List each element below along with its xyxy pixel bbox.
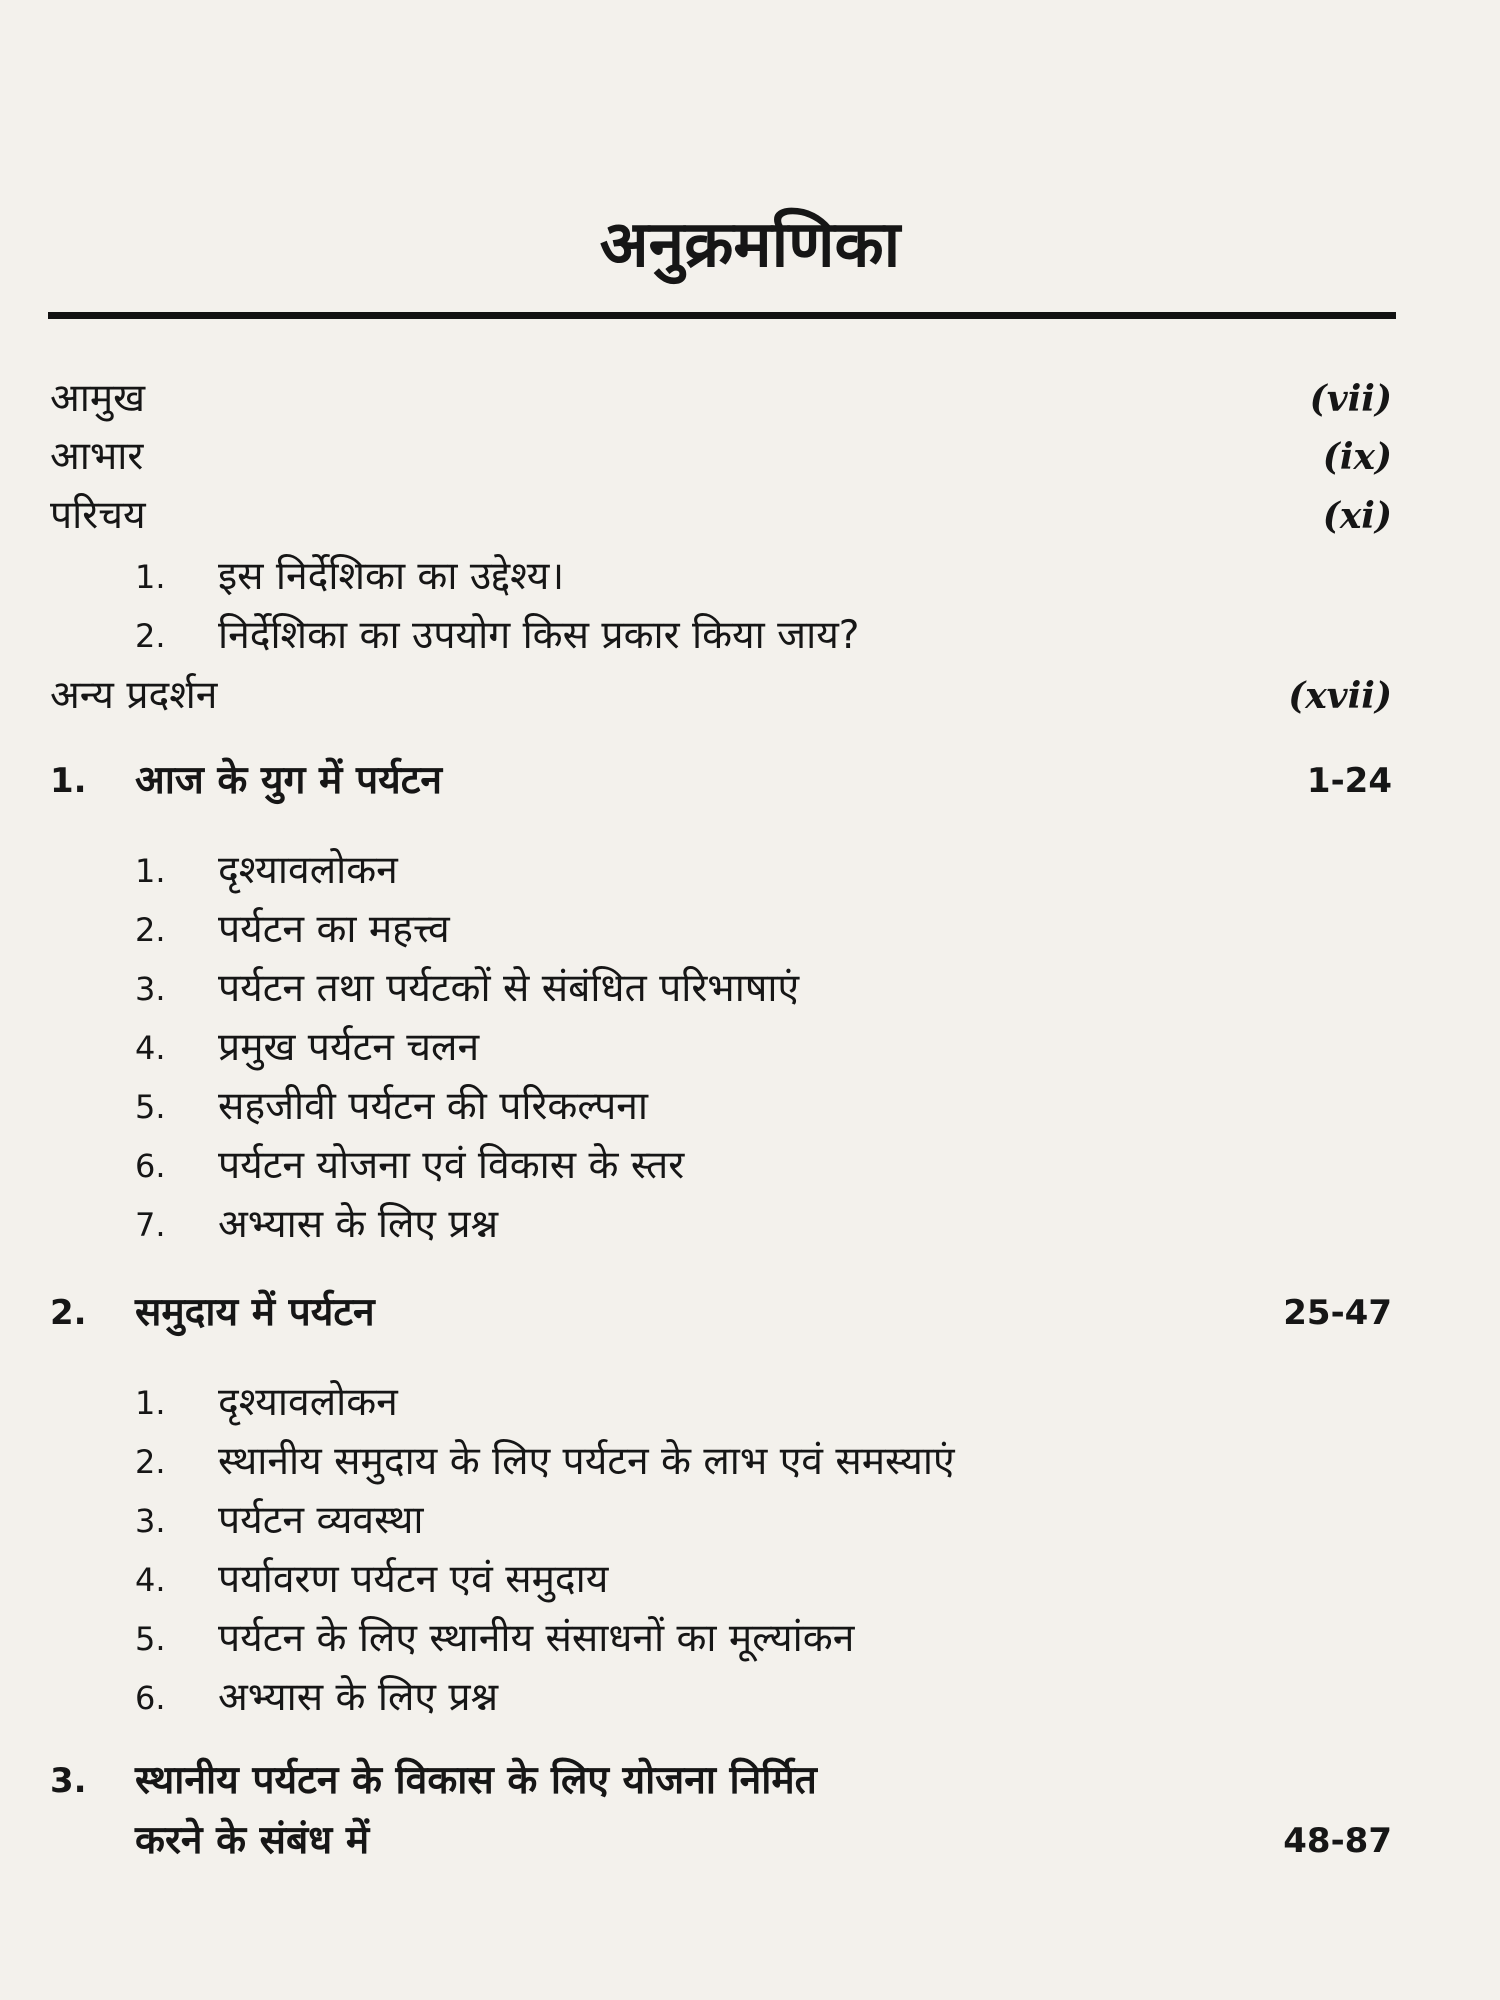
entry-label: आभार xyxy=(50,434,144,479)
chapter-heading-1 xyxy=(0,752,1500,810)
title-divider xyxy=(48,312,1396,319)
chapter-1-item xyxy=(0,960,1500,1018)
toc-entry-acknowledgement xyxy=(0,428,1500,486)
intro-subitem xyxy=(0,548,1500,606)
item-label: पर्यटन तथा पर्यटकों से संबंधित परिभाषाएं xyxy=(218,966,800,1011)
item-number: 4. xyxy=(135,1561,166,1599)
item-number: 1. xyxy=(135,1384,166,1422)
item-label: पर्यावरण पर्यटन एवं समुदाय xyxy=(218,1557,609,1602)
chapter-2-item xyxy=(0,1551,1500,1609)
item-number: 5. xyxy=(135,1620,166,1658)
entry-label: परिचय xyxy=(50,493,146,538)
chapter-number: 3. xyxy=(50,1761,87,1801)
page-title: अनुक्रमणिका xyxy=(599,208,901,282)
item-number: 2. xyxy=(135,617,166,655)
chapter-heading-3-continued xyxy=(0,1812,1500,1870)
chapter-2-item xyxy=(0,1433,1500,1491)
item-number: 6. xyxy=(135,1147,166,1185)
intro-subitem xyxy=(0,607,1500,665)
chapter-title-line-2: करने के संबंध में xyxy=(135,1818,370,1863)
chapter-2-item xyxy=(0,1374,1500,1432)
chapter-2-item xyxy=(0,1610,1500,1668)
item-number: 2. xyxy=(135,1443,166,1481)
item-label: पर्यटन का महत्त्व xyxy=(218,907,450,952)
chapter-pages: 48-87 xyxy=(1283,1821,1392,1861)
item-label: पर्यटन व्यवस्था xyxy=(218,1498,424,1543)
item-label: इस निर्देशिका का उद्देश्य। xyxy=(218,554,565,599)
entry-label: आमुख xyxy=(50,376,146,421)
chapter-number: 1. xyxy=(50,761,87,801)
item-number: 2. xyxy=(135,911,166,949)
item-label: पर्यटन के लिए स्थानीय संसाधनों का मूल्यांकन xyxy=(218,1616,855,1661)
chapter-1-item xyxy=(0,1196,1500,1254)
item-label: पर्यटन योजना एवं विकास के स्तर xyxy=(218,1143,685,1188)
chapter-title: समुदाय में पर्यटन xyxy=(135,1290,375,1335)
item-number: 6. xyxy=(135,1679,166,1717)
entry-page: (xvii) xyxy=(1288,675,1392,717)
item-label: अभ्यास के लिए प्रश्न xyxy=(218,1202,499,1247)
chapter-1-item xyxy=(0,1019,1500,1077)
chapter-1-item xyxy=(0,1137,1500,1195)
chapter-number: 2. xyxy=(50,1293,87,1333)
chapter-title-line-1: स्थानीय पर्यटन के विकास के लिए योजना निर्मित xyxy=(135,1758,817,1803)
entry-page: (xi) xyxy=(1322,495,1392,537)
toc-entry-introduction xyxy=(0,487,1500,545)
item-label: स्थानीय समुदाय के लिए पर्यटन के लाभ एवं समस्याएं xyxy=(218,1439,955,1484)
item-number: 3. xyxy=(135,1502,166,1540)
item-label: निर्देशिका का उपयोग किस प्रकार किया जाय? xyxy=(218,613,860,658)
chapter-2-item xyxy=(0,1492,1500,1550)
chapter-heading-2 xyxy=(0,1284,1500,1342)
chapter-1-item xyxy=(0,842,1500,900)
entry-page: (ix) xyxy=(1322,436,1392,478)
item-label: दृश्यावलोकन xyxy=(218,848,398,893)
item-number: 5. xyxy=(135,1088,166,1126)
item-label: सहजीवी पर्यटन की परिकल्पना xyxy=(218,1084,648,1129)
chapter-2-item xyxy=(0,1669,1500,1727)
chapter-title: आज के युग में पर्यटन xyxy=(135,758,443,803)
entry-label: अन्य प्रदर्शन xyxy=(50,673,218,718)
item-number: 3. xyxy=(135,970,166,1008)
entry-page: (vii) xyxy=(1309,378,1392,420)
chapter-1-item xyxy=(0,901,1500,959)
chapter-pages: 1-24 xyxy=(1306,761,1392,801)
item-number: 1. xyxy=(135,558,166,596)
chapter-heading-3 xyxy=(0,1752,1500,1810)
chapter-pages: 25-47 xyxy=(1283,1293,1392,1333)
toc-entry-foreword xyxy=(0,370,1500,428)
item-number: 1. xyxy=(135,852,166,890)
toc-entry-other-display xyxy=(0,667,1500,725)
item-number: 4. xyxy=(135,1029,166,1067)
item-number: 7. xyxy=(135,1206,166,1244)
item-label: प्रमुख पर्यटन चलन xyxy=(218,1025,480,1070)
item-label: दृश्यावलोकन xyxy=(218,1380,398,1425)
item-label: अभ्यास के लिए प्रश्न xyxy=(218,1675,499,1720)
chapter-1-item xyxy=(0,1078,1500,1136)
